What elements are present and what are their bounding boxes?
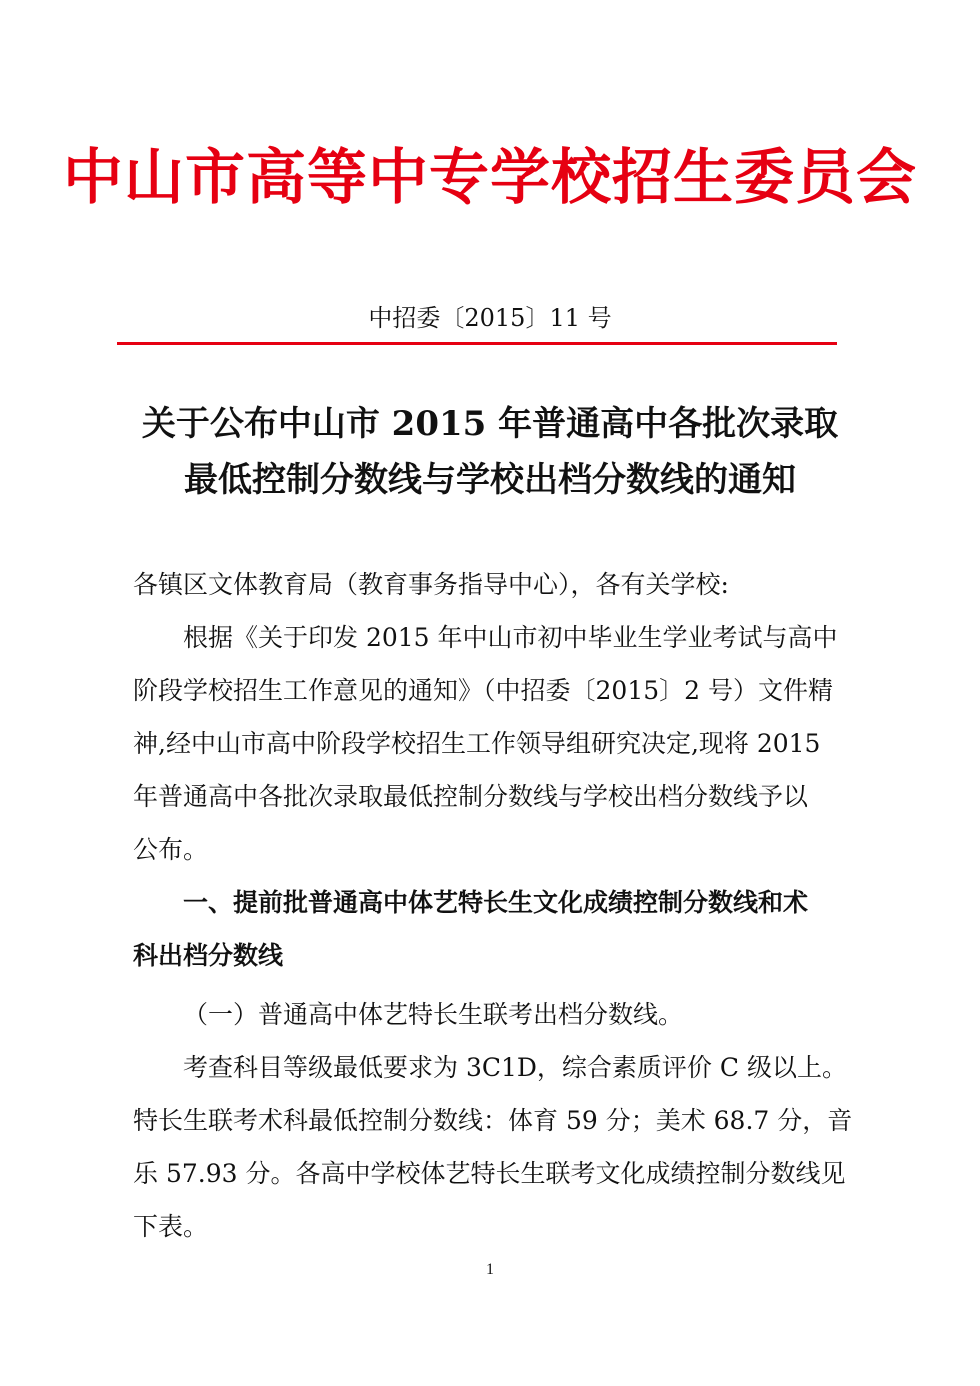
- paragraph-line: 特长生联考术科最低控制分数线：体育 59 分；美术 68.7 分，音: [133, 1106, 853, 1135]
- salutation: 各镇区文体教育局（教育事务指导中心），各有关学校:: [133, 570, 729, 599]
- paragraph-line: 年普通高中各批次录取最低控制分数线与学校出档分数线予以: [133, 782, 809, 811]
- subsection-heading: （一）普通高中体艺特长生联考出档分数线。: [183, 1000, 684, 1029]
- paragraph-line: 阶段学校招生工作意见的通知》（中招委〔2015〕2 号）文件精: [133, 676, 833, 705]
- page-number: 1: [486, 1261, 494, 1278]
- paragraph-line: 神,经中山市高中阶段学校招生工作领导组研究决定,现将 2015: [133, 729, 821, 758]
- section-heading-line: 科出档分数线: [133, 941, 284, 970]
- paragraph-line: 乐 57.93 分。各高中学校体艺特长生联考文化成绩控制分数线见: [133, 1159, 846, 1188]
- red-divider-line: [117, 342, 837, 345]
- document-body: [133, 558, 853, 1253]
- paragraph-line: 根据《关于印发 2015 年中山市初中毕业生学业考试与高中: [183, 623, 838, 652]
- paragraph-line: 考查科目等级最低要求为 3C1D，综合素质评价 C 级以上。: [183, 1053, 847, 1082]
- document-number: 中招委〔2015〕11 号: [368, 304, 612, 332]
- document-title: [80, 396, 900, 508]
- title-line-2: 最低控制分数线与学校出档分数线的通知: [184, 460, 796, 500]
- section-heading-line: 一、提前批普通高中体艺特长生文化成绩控制分数线和术: [183, 888, 809, 917]
- issuing-organization-header: 中山市高等中专学校招生委员会: [63, 143, 917, 213]
- paragraph-line: 下表。: [133, 1212, 209, 1241]
- title-line-1: 关于公布中山市 2015 年普通高中各批次录取: [141, 404, 839, 444]
- paragraph-line: 公布。: [133, 835, 209, 864]
